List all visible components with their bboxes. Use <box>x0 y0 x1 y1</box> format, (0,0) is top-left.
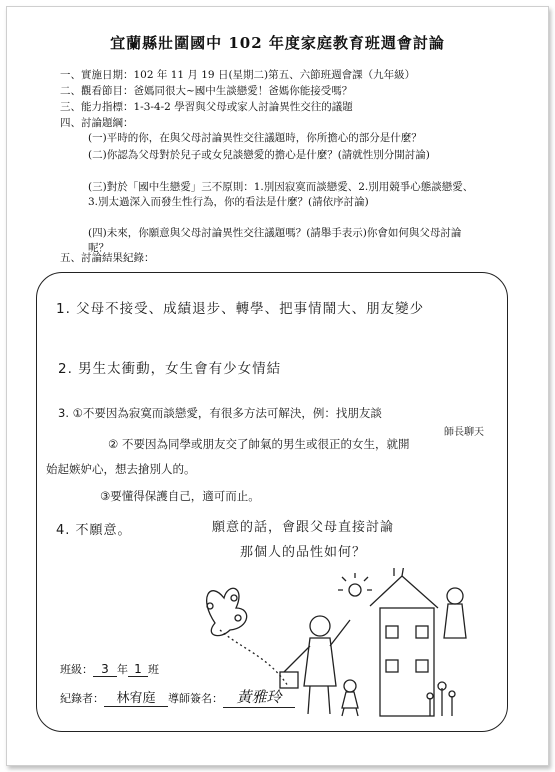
recorder-name: 林宥庭 <box>104 687 168 707</box>
answer-4-detail-2: 那個人的品性如何？ <box>240 545 367 560</box>
info-outline: 四、討論題綱： <box>60 117 134 129</box>
question-1: (一)平時的你，在與父母討論異性交往議題時，你所擔心的部分是什麼？ <box>88 132 422 144</box>
info-program: 二、觀看節目：爸媽同很大~國中生談戀愛！爸媽你能接受嗎？ <box>60 85 353 97</box>
answer-1: 1. 父母不接受、成績退步、轉學、把事情鬧大、朋友變少 <box>56 301 425 317</box>
class-field <box>60 661 159 677</box>
recorder-field <box>60 686 295 708</box>
question-2: (二)你認為父母對於兒子或女兒談戀愛的擔心是什麼？(請就性別分開討論) <box>88 149 430 161</box>
answer-3-1-continued: 師長聊天 <box>444 427 484 438</box>
grade-unit: 年 <box>117 663 128 676</box>
answer-2: 2. 男生太衝動，女生會有少女情結 <box>58 361 282 377</box>
recorder-label: 紀錄者： <box>60 692 104 705</box>
answer-3-2: ② 不要因為同學或朋友交了帥氣的男生或很正的女生，就開 <box>108 437 410 451</box>
result-header: 五、討論結果紀錄： <box>60 252 155 264</box>
class-label: 班級： <box>60 663 93 676</box>
class-unit: 班 <box>148 663 159 676</box>
answer-3-3: ③要懂得保護自己，適可而止。 <box>100 489 260 503</box>
question-3: (三)對於「國中生戀愛」三不原則：1.別因寂寞而談戀愛、2.別用競爭心態談戀愛、3.別太過深入而發生性行為，你的看法是什麼？(請依序討論) <box>88 181 474 208</box>
page-title: 宜蘭縣壯圍國中 102 年度家庭教育班週會討論 <box>110 34 445 52</box>
teacher-signature: 黃雅玲 <box>223 686 295 708</box>
answer-3-1: 3. ①不要因為寂寞而談戀愛，有很多方法可解決，例：找朋友談 <box>58 406 382 420</box>
info-date: 一、實施日期：102 年 11 月 19 日(星期二)第五、六節班週會課（九年級） <box>60 69 416 81</box>
answer-4-detail: 願意的話，會跟父母直接討論 <box>212 520 395 535</box>
grade-value: 3 <box>93 662 117 677</box>
answer-4: 4. 不願意。 <box>56 523 132 538</box>
answer-3-2-continued: 始起嫉妒心，想去搶別人的。 <box>46 462 196 476</box>
class-number-value: 1 <box>128 662 148 677</box>
teacher-label: 導師簽名： <box>168 692 223 705</box>
info-indicator: 三、能力指標：1-3-4-2 學習與父母或家人討論異性交往的議題 <box>60 101 353 113</box>
question-4: (四)未來，你願意與父母討論異性交往議題嗎？(請舉手表示)你會如何與父母討論呢？ <box>88 227 462 254</box>
